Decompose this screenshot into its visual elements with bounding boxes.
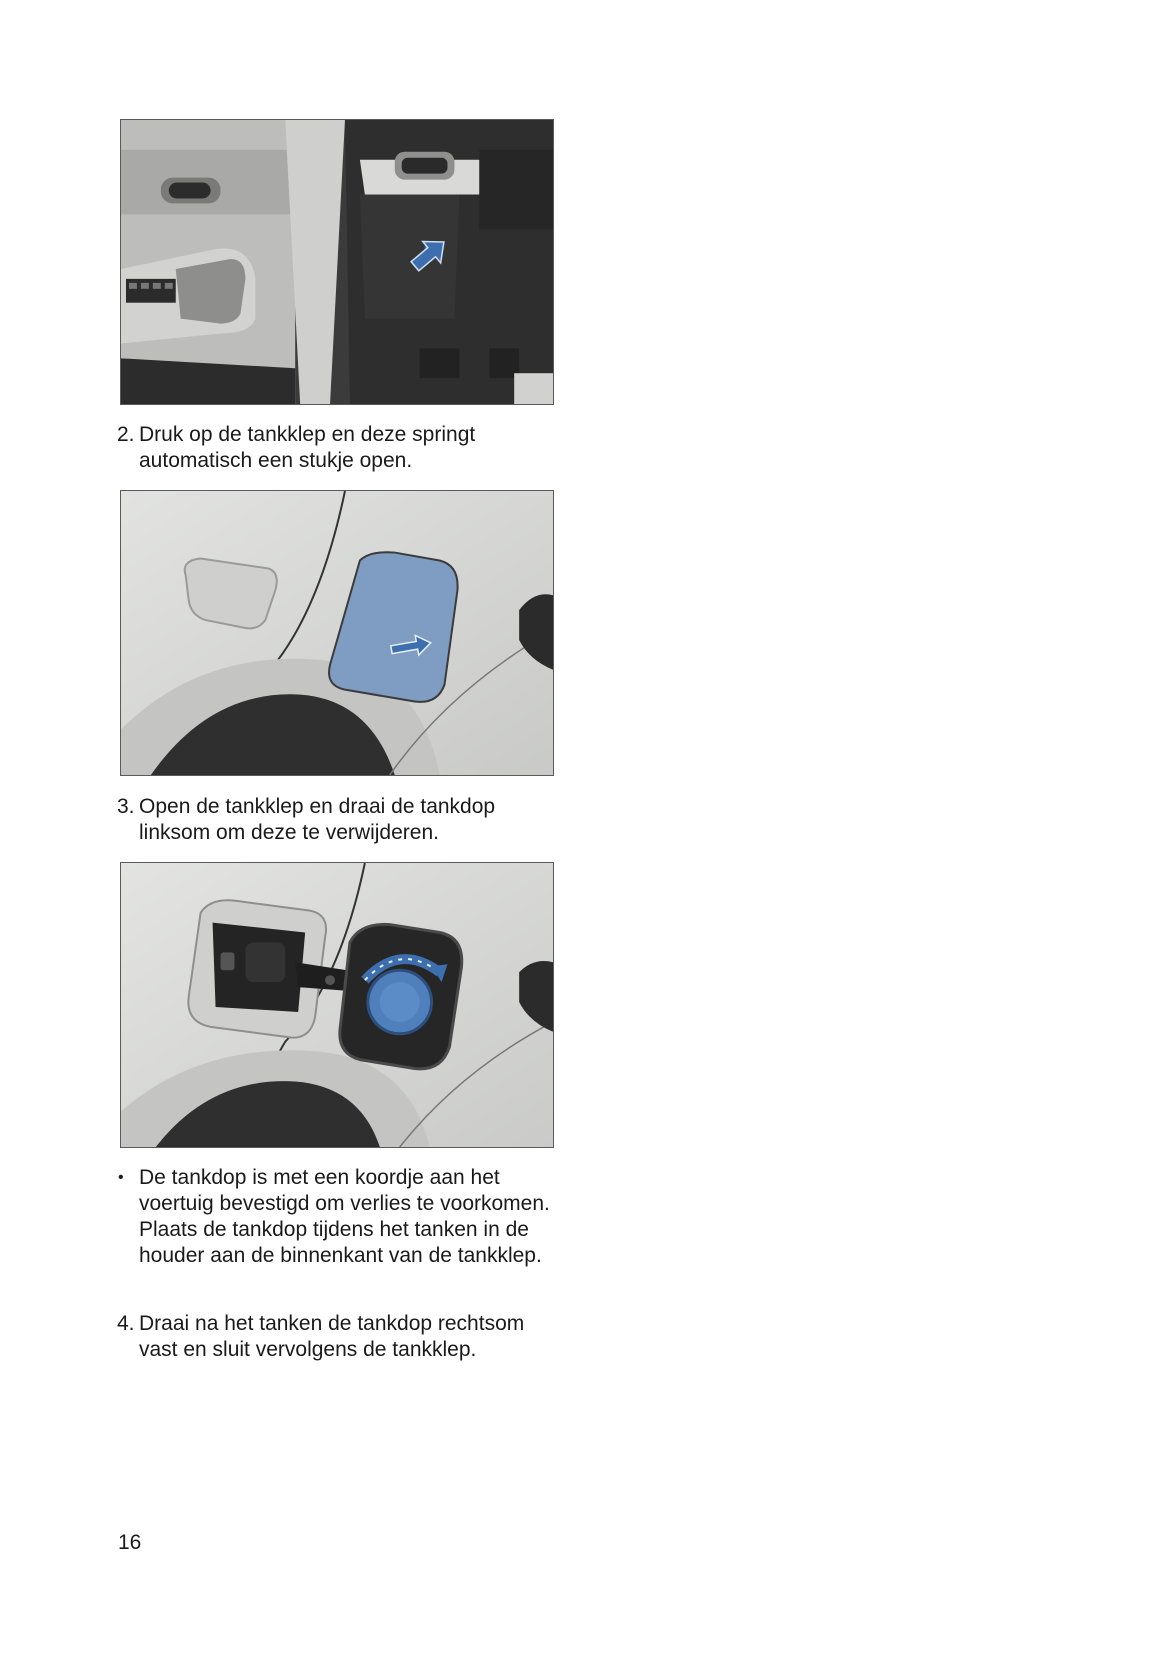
step-text: Open de tankklep en draai de tankdop linksom om deze te verwijderen. <box>139 795 496 844</box>
interior-release-button-illustration <box>120 119 554 405</box>
bullet-icon: • <box>118 1169 124 1186</box>
fuel-cap-removal-illustration <box>120 862 554 1148</box>
fuel-flap-closed-illustration <box>120 490 554 776</box>
step-number: 3. <box>117 795 135 818</box>
step-item <box>117 422 567 474</box>
step-number: 2. <box>117 423 135 446</box>
note-item <box>117 1165 567 1269</box>
step-text: Draai na het tanken de tankdop rechtsom vast en sluit vervolgens de tankklep. <box>139 1312 525 1361</box>
step-item <box>117 794 567 846</box>
note-text: De tankdop is met een koordje aan het voertuig bevestigd om verlies te voorkomen. Plaats de tankdop tijdens het tanken in de houder aan de binnenkant van de tankklep. <box>139 1166 550 1267</box>
page-number: 16 <box>118 1531 142 1554</box>
step-number: 4. <box>117 1312 135 1335</box>
step-item <box>117 1311 567 1363</box>
step-text: Druk op de tankklep en deze springt automatisch een stukje open. <box>139 423 476 472</box>
